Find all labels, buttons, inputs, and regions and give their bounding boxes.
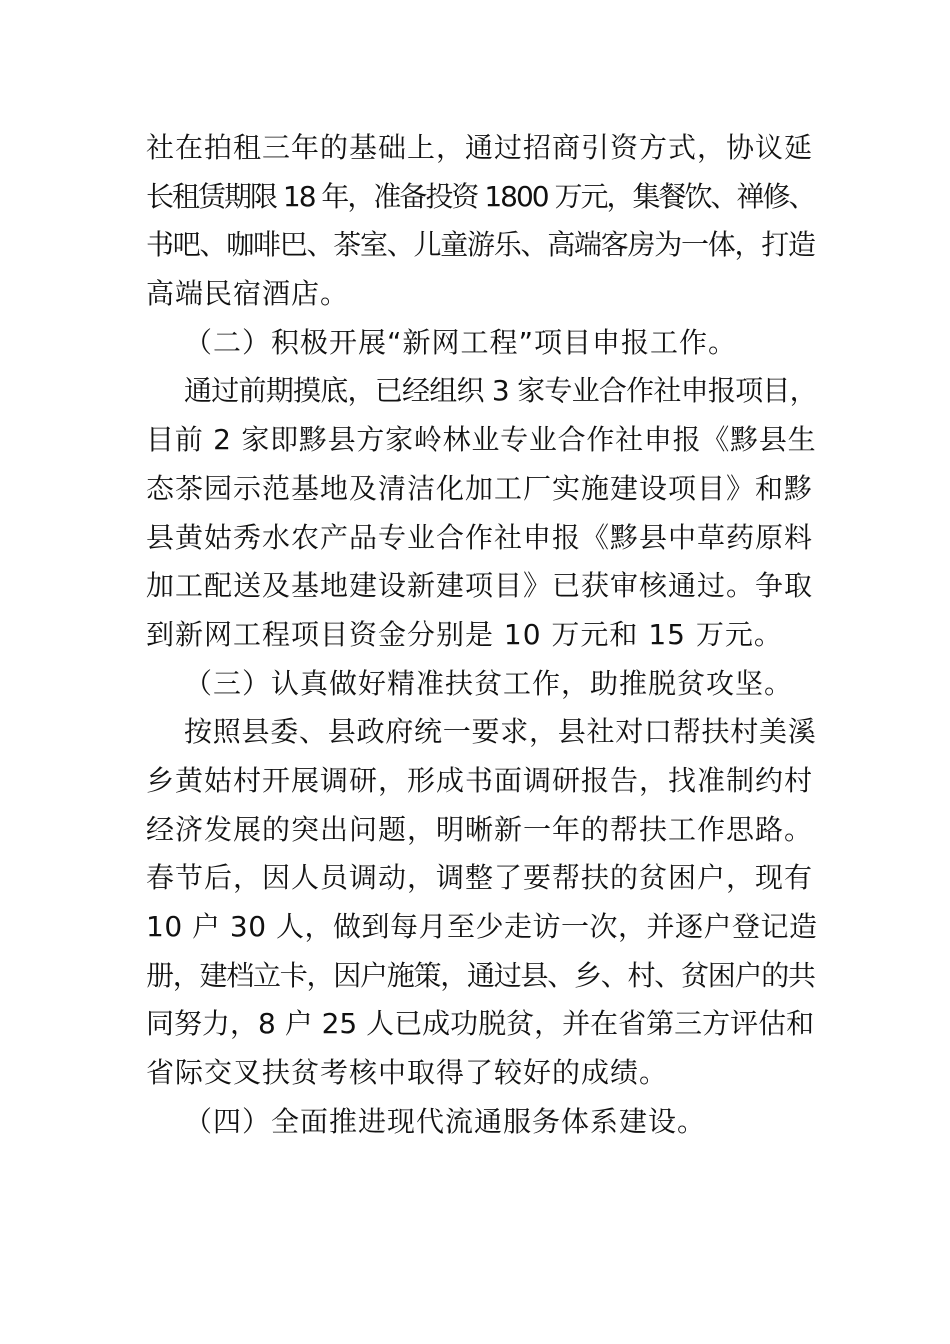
- body-line: 目前 2 家即黟县方家岭林业专业合作社申报《黟县生: [146, 423, 817, 457]
- document-body: [146, 124, 818, 1146]
- paragraph-first-line: 通过前期摸底，已经组织 3 家专业合作社申报项目，: [184, 374, 817, 408]
- body-line: 长租赁期限 18 年，准备投资 1800 万元，集餐饮、禅修、: [146, 179, 815, 213]
- body-line: 经济发展的突出问题，明晰新一年的帮扶工作思路。: [146, 812, 814, 846]
- body-line: 乡黄姑村开展调研，形成书面调研报告，找准制约村: [146, 763, 814, 797]
- body-line: 态茶园示范基地及清洁化加工厂实施建设项目》和黟: [146, 471, 814, 505]
- body-line: 省际交叉扶贫考核中取得了较好的成绩。: [146, 1056, 669, 1090]
- body-line: 10 户 30 人，做到每月至少走访一次，并逐户登记造: [146, 910, 818, 943]
- body-line: 县黄姑秀水农产品专业合作社申报《黟县中草药原料: [146, 520, 814, 554]
- paragraph-first-line: 按照县委、县政府统一要求，县社对口帮扶村美溪: [184, 715, 817, 749]
- body-line: 社在拍租三年的基础上，通过招商引资方式，协议延: [146, 131, 814, 164]
- body-line: 书吧、咖啡巴、茶室、儿童游乐、高端客房为一体，打造: [146, 228, 815, 262]
- body-line: 高端民宿酒店。: [146, 277, 350, 311]
- body-line: 加工配送及基地建设新建项目》已获审核通过。争取: [146, 569, 814, 603]
- body-line: 到新网工程项目资金分别是 10 万元和 15 万元。: [146, 617, 783, 651]
- body-line: 册，建档立卡，因户施策，通过县、乡、村、贫困户的共: [146, 958, 815, 992]
- section-heading: （二）积极开展“新网工程”项目申报工作。: [184, 325, 738, 359]
- body-line: 春节后，因人员调动，调整了要帮扶的贫困户，现有: [146, 861, 814, 895]
- section-heading: （四）全面推进现代流通服务体系建设。: [184, 1104, 707, 1138]
- section-heading: （三）认真做好精准扶贫工作，助推脱贫攻坚。: [184, 666, 794, 700]
- body-line: 同努力，8 户 25 人已成功脱贫，并在省第三方评估和: [146, 1007, 815, 1041]
